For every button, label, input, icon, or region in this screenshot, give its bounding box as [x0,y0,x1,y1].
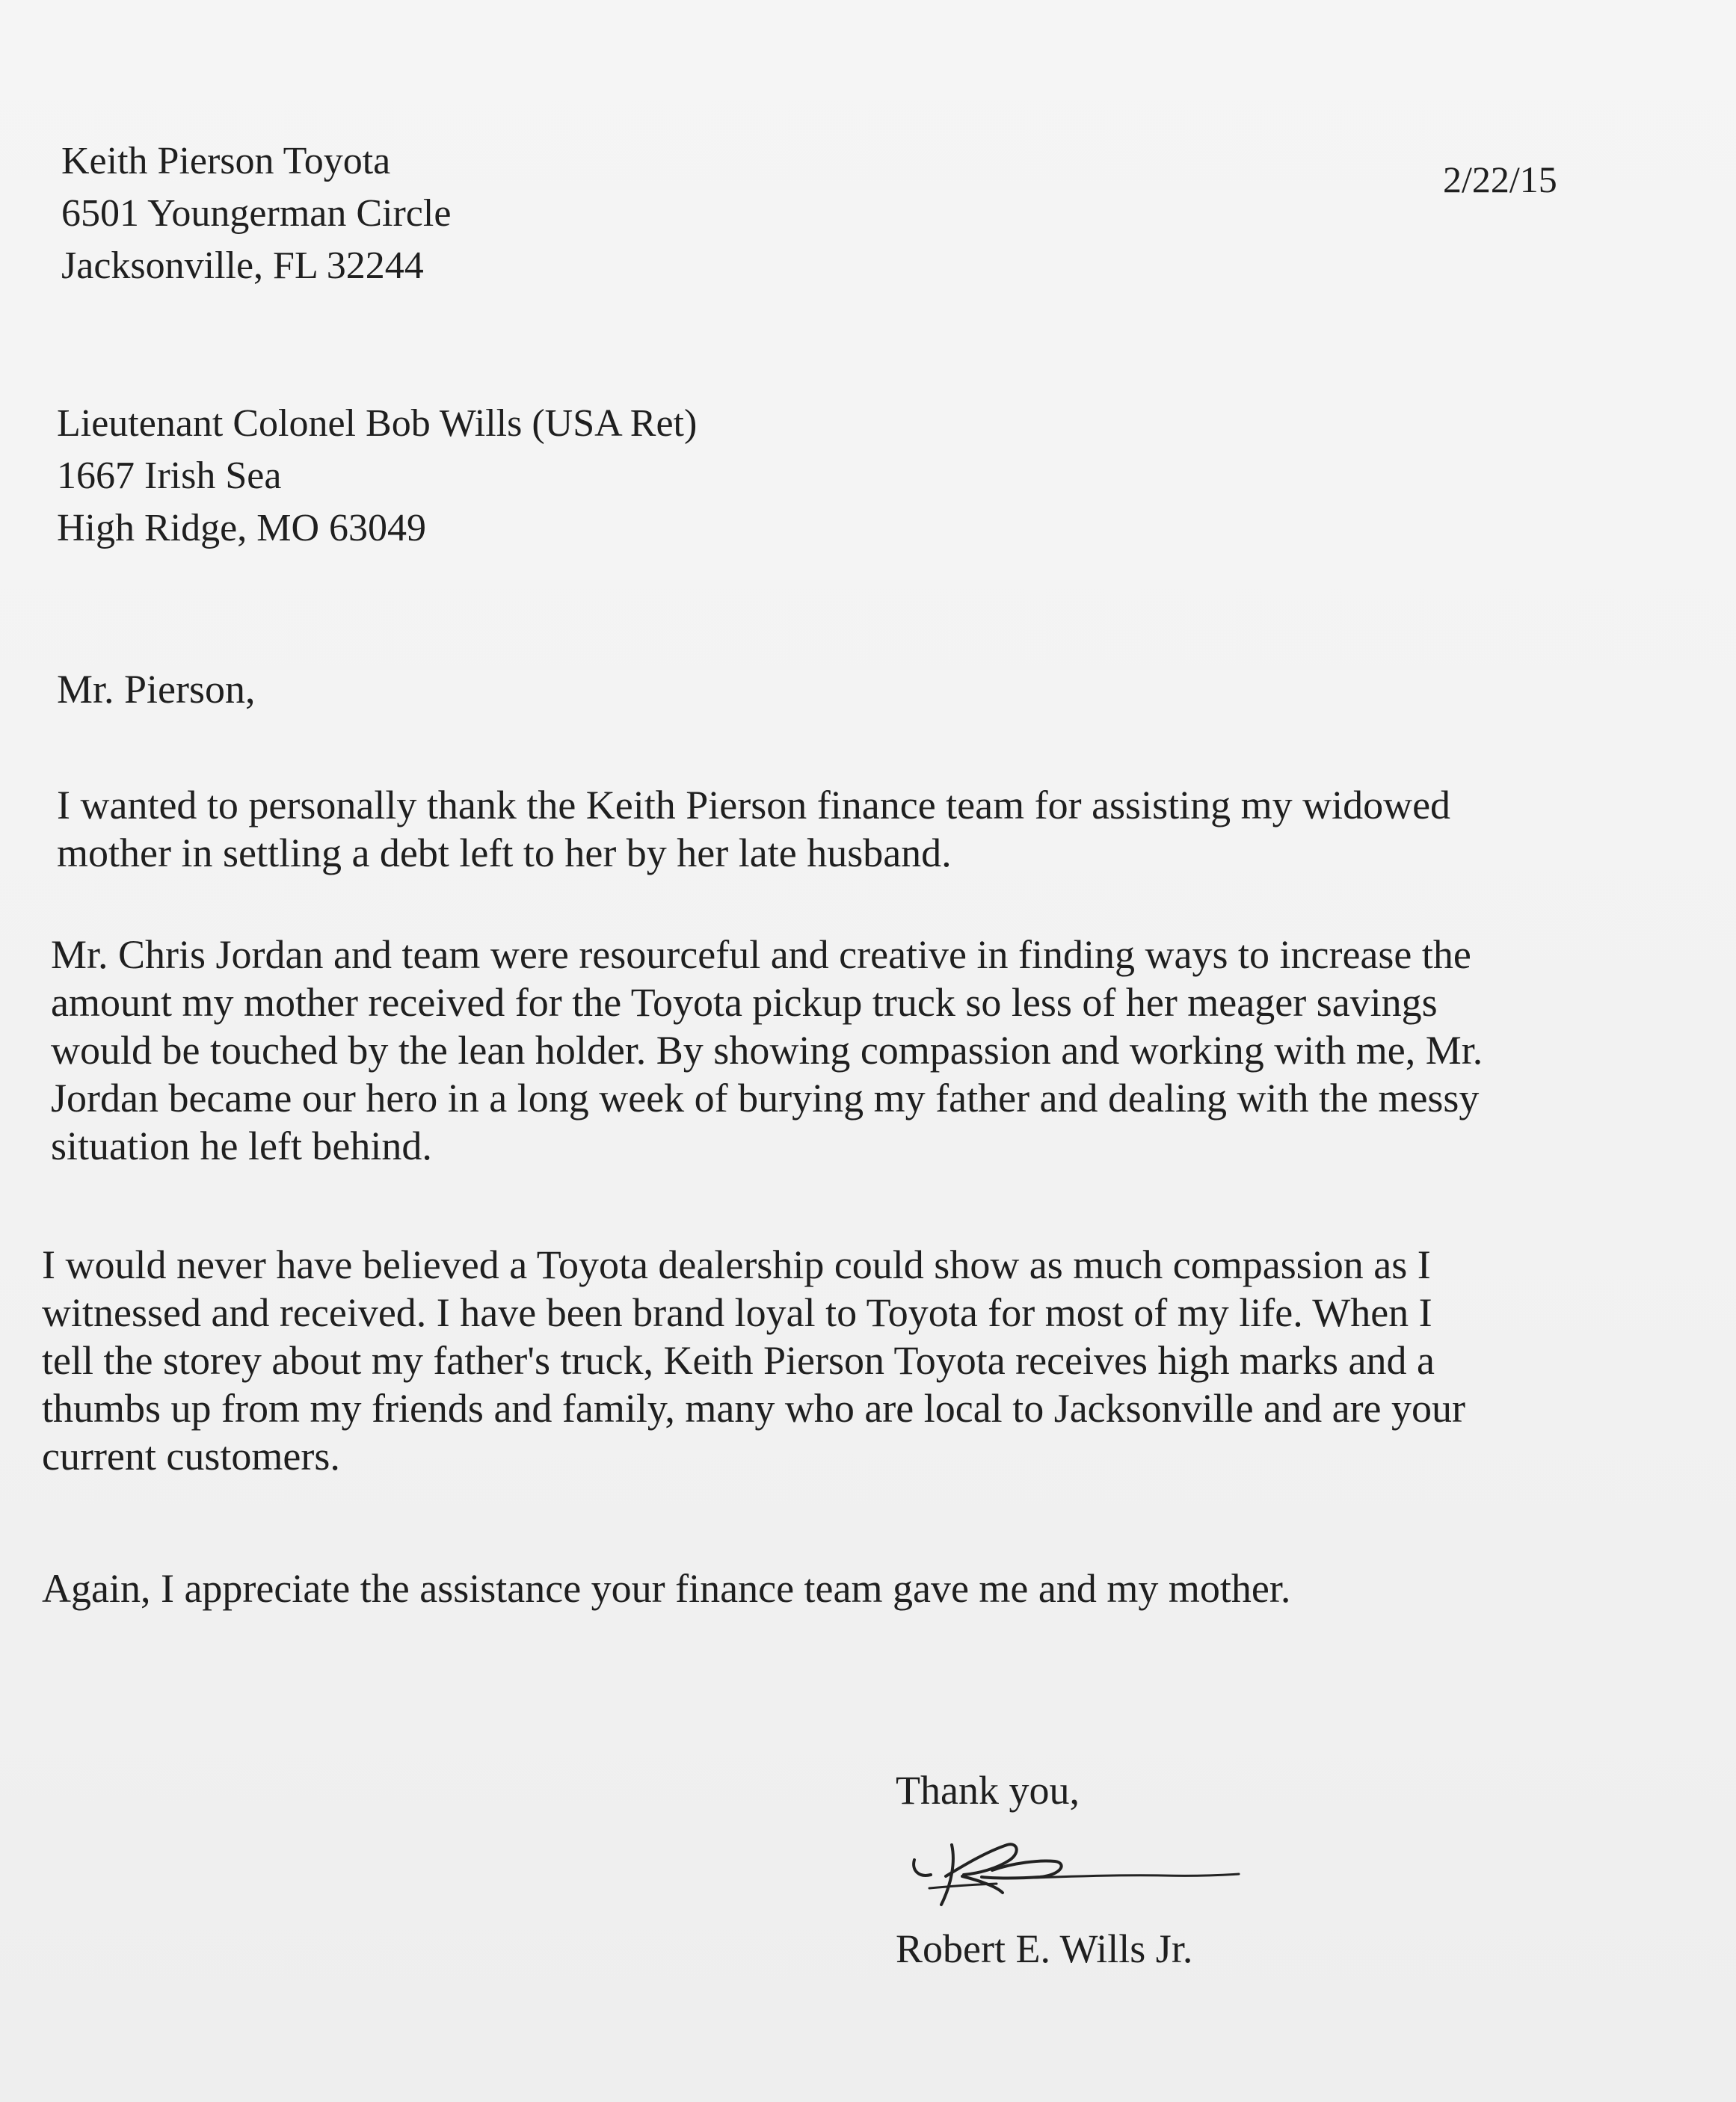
recipient-line: Lieutenant Colonel Bob Wills (USA Ret) [57,402,698,445]
paragraph-line: current customers. [42,1434,340,1479]
paragraph-line: amount my mother received for the Toyota pickup truck so less of her meager savings [51,980,1438,1025]
paragraph-3 [42,1241,1465,1480]
paragraph-1 [57,781,1450,877]
signature-stroke [982,1861,1062,1878]
salutation: Mr. Pierson, [57,667,256,712]
signature-stroke [914,1860,931,1876]
recipient-line: 1667 Irish Sea [57,454,282,497]
paragraph-line: I would never have believed a Toyota dealership could show as much compassion as I [42,1242,1431,1287]
sender-line: Keith Pierson Toyota [61,140,391,182]
sender-line: 6501 Youngerman Circle [61,192,452,235]
paragraph-line: I wanted to personally thank the Keith Pierson finance team for assisting my widowed [57,783,1451,827]
signature-stroke [929,1884,997,1888]
paragraph-line: thumbs up from my friends and family, many who are local to Jacksonville and are your [42,1386,1466,1431]
paragraph-line: mother in settling a debt left to her by her late husband. [57,830,952,875]
paragraph-line: witnessed and received. I have been brand loyal to Toyota for most of my life. When I [42,1290,1432,1335]
signature-stroke [946,1844,1017,1876]
paragraph-line: tell the storey about my father's truck, Keith Pierson Toyota receives high marks and a [42,1338,1435,1383]
paragraph-line: situation he left behind. [51,1124,432,1168]
paragraph-line: would be touched by the lean holder. By showing compassion and working with me, Mr. [51,1028,1483,1073]
recipient-address [57,398,697,555]
letter-date: 2/22/15 [1443,158,1557,200]
paragraph-4 [42,1565,1290,1612]
paragraph-2 [51,931,1483,1170]
sender-line: Jacksonville, FL 32244 [61,244,424,287]
handwritten-signature [908,1831,1252,1925]
paragraph-line: Mr. Chris Jordan and team were resourceful and creative in finding ways to increase the [51,932,1471,977]
closing: Thank you, [896,1768,1080,1813]
sender-address [61,135,451,292]
signer-name: Robert E. Wills Jr. [896,1926,1193,1971]
paragraph-line: Again, I appreciate the assistance your finance team gave me and my mother. [42,1566,1291,1611]
paragraph-line: Jordan became our hero in a long week of burying my father and dealing with the messy [51,1076,1480,1121]
signature-stroke [1034,1874,1239,1878]
recipient-line: High Ridge, MO 63049 [57,507,426,549]
